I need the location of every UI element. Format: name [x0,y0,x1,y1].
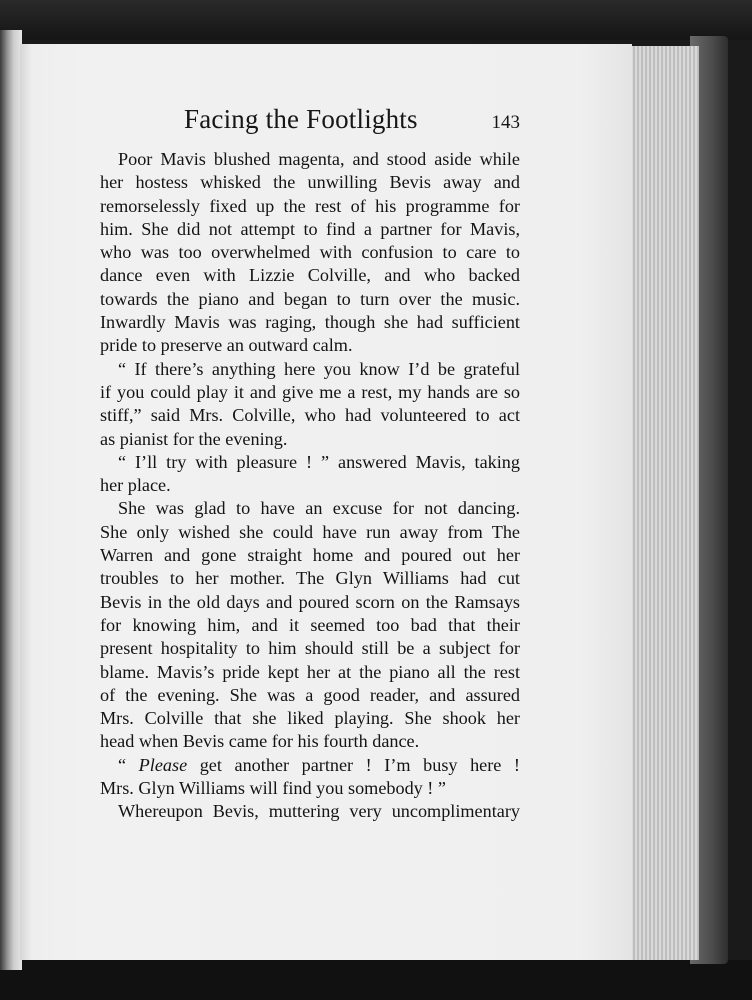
text-line: who was too overwhelmed with confusion to care to [100,242,520,263]
page-number: 143 [491,112,520,133]
background-top [0,0,752,40]
text-line: “ I’ll try with pleasure ! ” answered Mavis, taking [118,451,520,472]
text-line: “ If there’s anything here you know I’d be grateful [118,358,520,379]
text-line: Whereupon Bevis, muttering very uncomplimentary [118,801,520,822]
text-line: as pianist for the evening. [100,428,288,449]
page-block-edges [627,46,699,960]
text-line: She only wished she could have run away from The [100,521,520,542]
text-line: Poor Mavis blushed magenta, and stood aside while [118,149,520,169]
text-line: head when Bevis came for his fourth dance. [100,731,420,752]
text-line: towards the piano and began to turn over the music. [100,288,520,309]
text-line: present hospitality to him should still be a subject for [100,638,520,659]
text-line: She was glad to have an excuse for not dancing. [118,498,520,519]
running-title: Facing the Footlights [184,104,418,134]
text-line: Inwardly Mavis was raging, though she had sufficient [100,312,520,333]
background-bottom [0,960,752,1000]
text-line: “ Please get another partner ! I’m busy here ! [118,754,520,775]
text-line: Mrs. Colville that she liked playing. She shook her [100,708,520,729]
page-header [100,104,520,140]
text-line: stiff,” said Mrs. Colville, who had volunteered to act [100,405,520,426]
text-line: Warren and gone straight home and poured out her [100,545,520,566]
body-text [100,148,520,824]
text-line: Bevis in the old days and poured scorn on the Ramsays [100,591,520,612]
text-line: her place. [100,475,171,496]
text-line: remorselessly fixed up the rest of his programme for [100,195,520,216]
facing-page-edge [0,30,22,970]
text-line: him. She did not attempt to find a partner for Mavis, [100,218,520,239]
text-line: if you could play it and give me a rest, my hands are so [100,381,520,402]
text-line: Mrs. Glyn Williams will find you somebody ! ” [100,778,446,799]
text-line: her hostess whisked the unwilling Bevis away and [100,172,520,193]
text-line: for knowing him, and it seemed too bad that their [100,614,520,635]
text-line: of the evening. She was a good reader, and assured [100,684,520,705]
text-line: blame. Mavis’s pride kept her at the piano all the rest [100,661,520,682]
text-line: dance even with Lizzie Colville, and who backed [100,265,520,286]
text-line: pride to preserve an outward calm. [100,335,353,356]
text-line: troubles to her mother. The Glyn Williams had cut [100,568,520,589]
